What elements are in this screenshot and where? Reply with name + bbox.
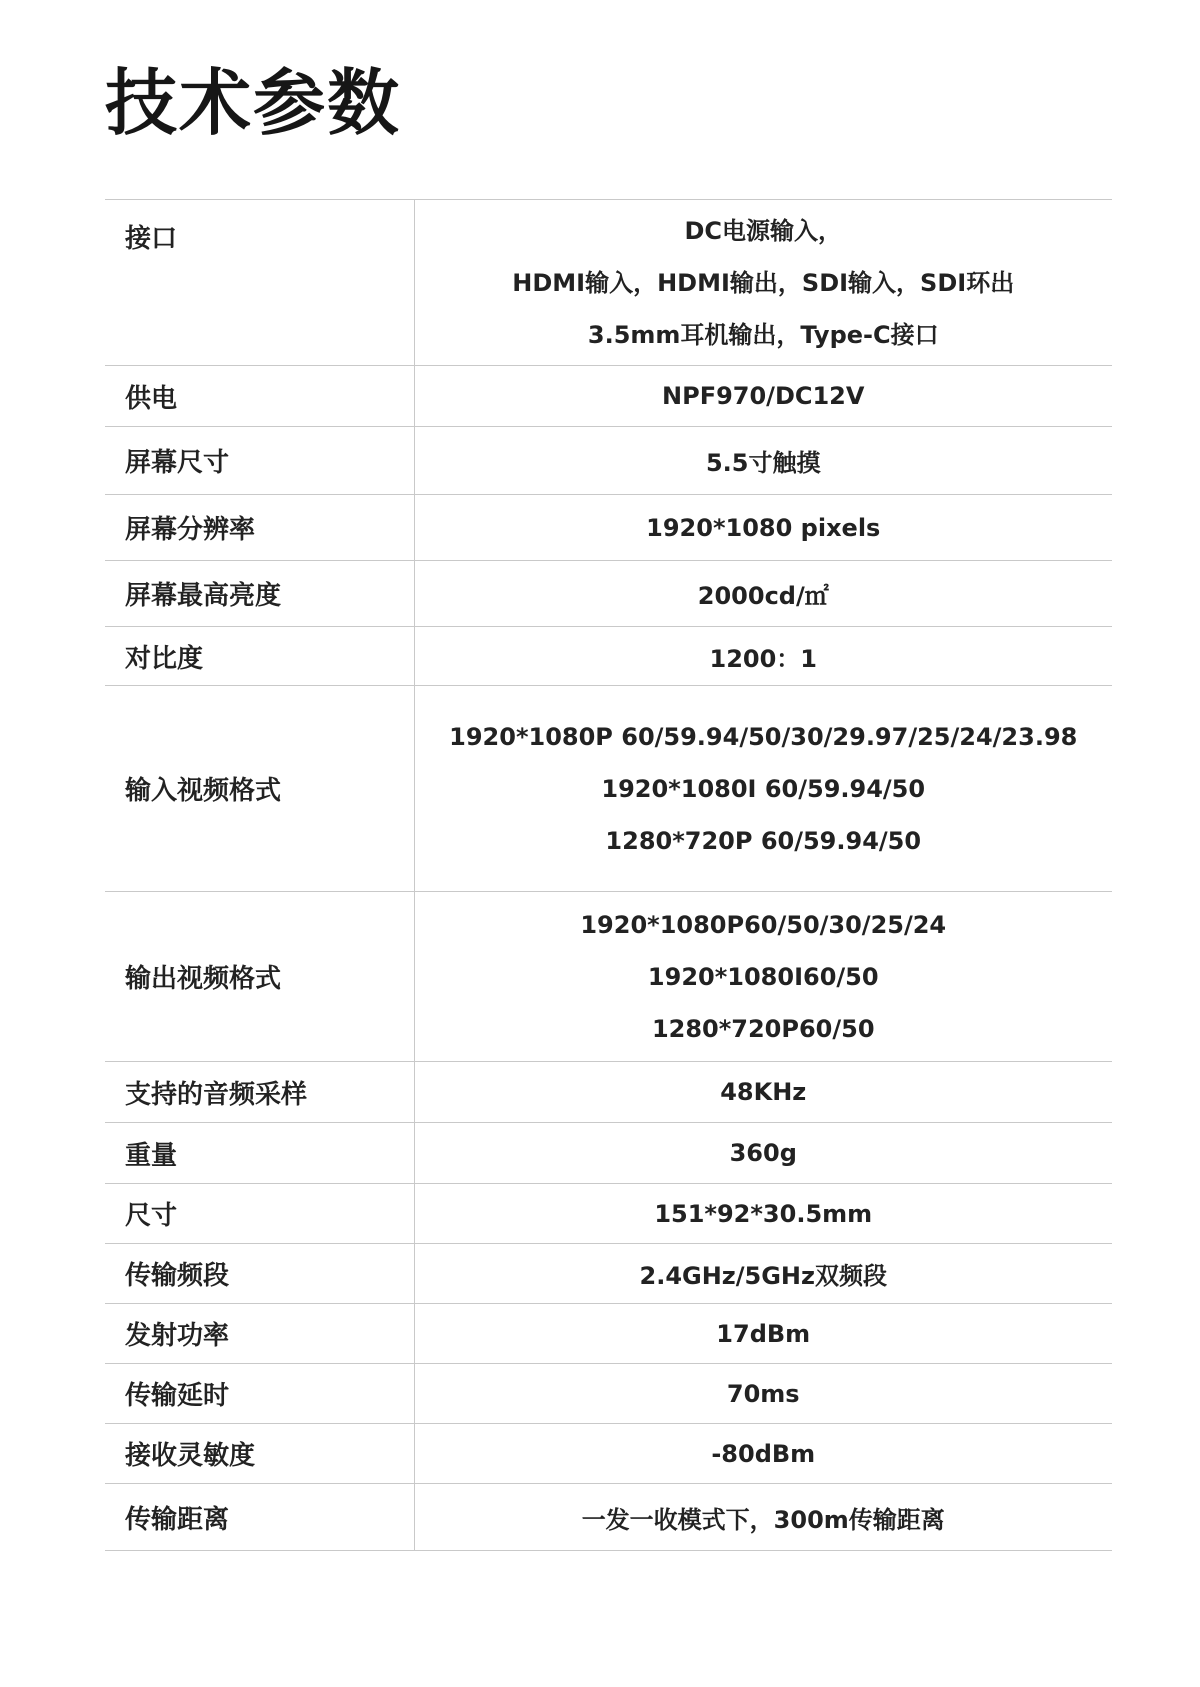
spec-row-range [105, 1484, 1112, 1551]
spec-value-line: DC电源输入， [684, 216, 843, 245]
spec-value: 17dBm [716, 1319, 811, 1348]
spec-value-line: 1920*1080P 60/59.94/50/30/29.97/25/24/23.98 [449, 722, 1078, 751]
spec-label: 输入视频格式 [105, 686, 414, 892]
spec-label: 传输距离 [105, 1484, 414, 1551]
spec-label: 传输延时 [105, 1364, 414, 1424]
spec-value-line: HDMI输入，HDMI输出，SDI输入，SDI环出 [512, 268, 1015, 297]
spec-value [414, 200, 1112, 366]
spec-label: 屏幕尺寸 [105, 427, 414, 495]
spec-row-input-format [105, 686, 1112, 892]
spec-row-resolution [105, 495, 1112, 561]
spec-value-line: 1920*1080I 60/59.94/50 [601, 774, 926, 803]
spec-row-output-format [105, 892, 1112, 1062]
spec-value-line: 3.5mm耳机输出，Type-C接口 [587, 320, 939, 349]
spec-value: 360g [729, 1139, 797, 1167]
spec-row-dimensions [105, 1184, 1112, 1244]
spec-row-screen-size [105, 427, 1112, 495]
spec-value: 2000cd/㎡ [697, 582, 829, 610]
spec-value [414, 892, 1112, 1062]
spec-value: NPF970/DC12V [662, 382, 865, 410]
spec-row-brightness [105, 561, 1112, 627]
spec-label: 接收灵敏度 [105, 1424, 414, 1484]
spec-label: 供电 [105, 366, 414, 427]
spec-row-audio-sampling [105, 1062, 1112, 1123]
spec-row-frequency-band [105, 1244, 1112, 1304]
spec-row-power [105, 366, 1112, 427]
spec-value: 151*92*30.5mm [654, 1199, 873, 1228]
spec-value [414, 686, 1112, 892]
spec-value-line: 1920*1080P60/50/30/25/24 [580, 910, 947, 939]
spec-value: 1200：1 [709, 644, 817, 673]
spec-value: -80dBm [711, 1439, 816, 1468]
spec-label: 支持的音频采样 [105, 1062, 414, 1123]
spec-value: 70ms [726, 1379, 800, 1408]
spec-value: 5.5寸触摸 [705, 449, 821, 477]
spec-value-line: 1280*720P60/50 [651, 1014, 875, 1043]
spec-label: 屏幕分辨率 [105, 495, 414, 561]
spec-label: 重量 [105, 1123, 414, 1184]
spec-row-interface [105, 200, 1112, 366]
spec-label: 接口 [105, 200, 414, 366]
spec-row-latency [105, 1364, 1112, 1424]
spec-value-line: 1280*720P 60/59.94/50 [605, 826, 922, 855]
spec-label: 发射功率 [105, 1304, 414, 1364]
spec-value: 一发一收模式下，300m传输距离 [581, 1505, 945, 1534]
spec-label: 尺寸 [105, 1184, 414, 1244]
spec-value-line: 1920*1080I60/50 [647, 962, 879, 991]
spec-row-sensitivity [105, 1424, 1112, 1484]
spec-row-weight [105, 1123, 1112, 1184]
spec-label: 传输频段 [105, 1244, 414, 1304]
spec-row-contrast [105, 627, 1112, 686]
page-title: 技术参数 [105, 61, 402, 145]
spec-value: 1920*1080 pixels [646, 513, 881, 542]
spec-table [105, 199, 1112, 1551]
spec-value: 2.4GHz/5GHz双频段 [639, 1262, 887, 1290]
spec-label: 输出视频格式 [105, 892, 414, 1062]
spec-label: 对比度 [105, 627, 414, 686]
spec-label: 屏幕最高亮度 [105, 561, 414, 627]
spec-value: 48KHz [720, 1078, 807, 1106]
spec-row-transmit-power [105, 1304, 1112, 1364]
